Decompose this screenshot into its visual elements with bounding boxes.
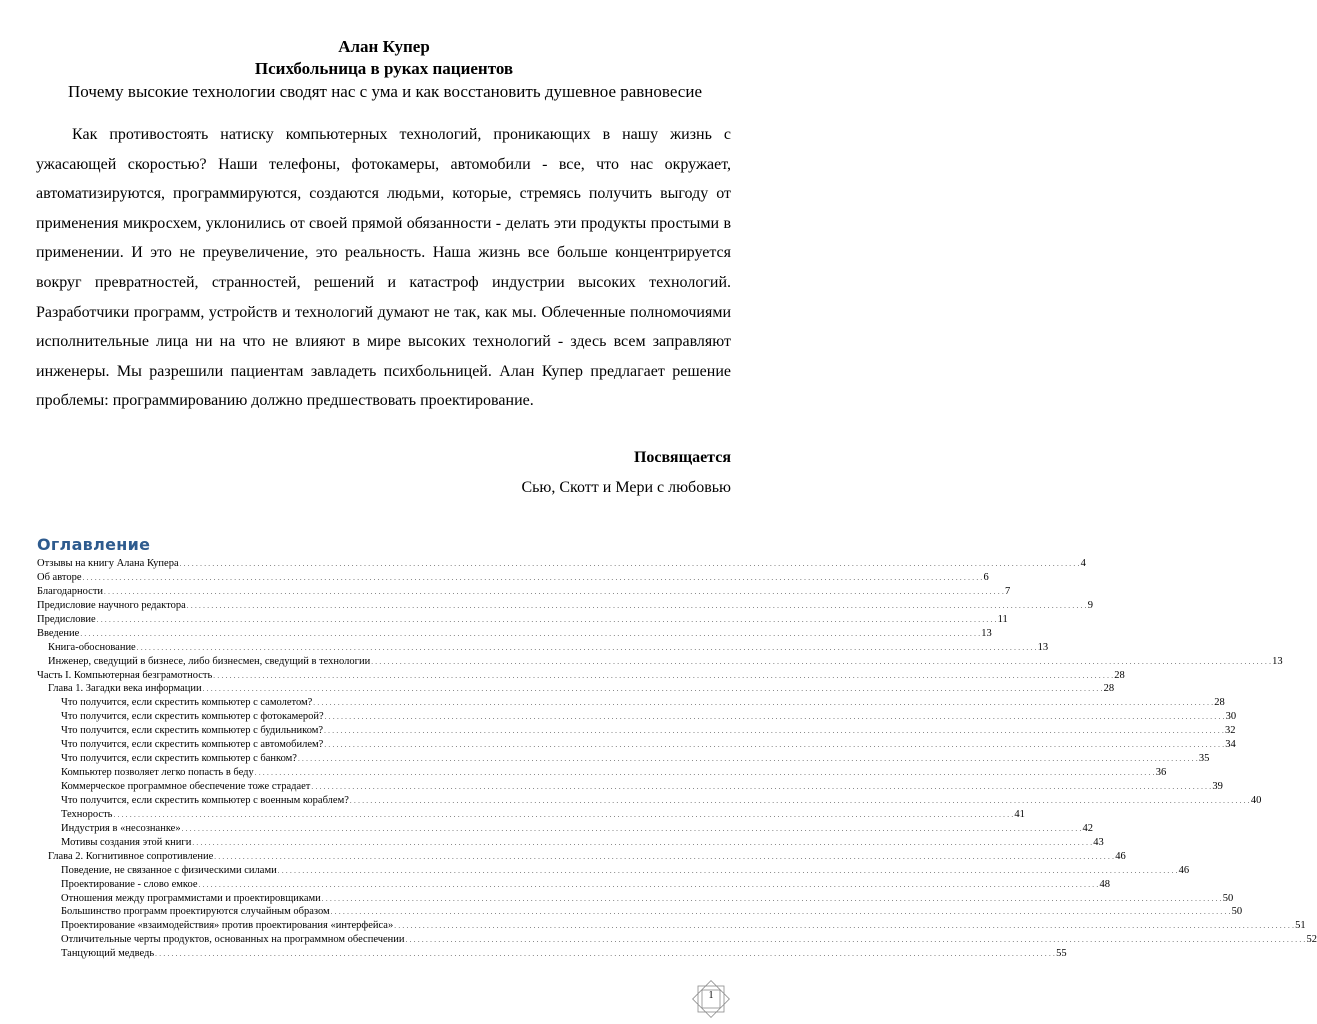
- toc-entry[interactable]: [37, 864, 1190, 878]
- toc-leader-dots: . . . . . . . . . . . . . . . . . . . . . . . . . . . . . . . . . . . . . . . . . . . . . . . . . . . . . . . . . . . . . . . . . . . . . . . . . . . . . . . . . . . . . . . . . . . . . . . . . . . . . . . . . . . . . . . . . . . . . . . . . . . . . . . . . . . . . . . . . . . . . . . . . . . . . . . . . . . . . . . . . . . . . . . . . . . . . . . . . . . . . . . . . . . . . . . . . . . . . . . . . . . . . . . . . . . . . . . . . . . .: [186, 601, 1087, 610]
- toc-entry[interactable]: [37, 892, 1234, 906]
- toc-leader-dots: . . . . . . . . . . . . . . . . . . . . . . . . . . . . . . . . . . . . . . . . . . . . . . . . . . . . . . . . . . . . . . . . . . . . . . . . . . . . . . . . . . . . . . . . . . . . . . . . . . . . . . . . . . . . . . . . . . . . . . . . . . . . . . . . . . . . . . . . . . . . . . . . . . . . . . . . . . . . . . . . . . . . . . . . . . . . . . . . . . . . . . . . . . . . . . . . . . . . . . . . . . . . . . . . . . . . . . . . . . . .: [113, 810, 1014, 819]
- toc-entry[interactable]: [37, 919, 1306, 933]
- toc-entry-title: Отзывы на книгу Алана Купера: [37, 558, 179, 569]
- toc-entry-page: 34: [1225, 739, 1236, 751]
- toc-entry-page: 50: [1231, 906, 1243, 918]
- toc-leader-dots: . . . . . . . . . . . . . . . . . . . . . . . . . . . . . . . . . . . . . . . . . . . . . . . . . . . . . . . . . . . . . . . . . . . . . . . . . . . . . . . . . . . . . . . . . . . . . . . . . . . . . . . . . . . . . . . . . . . . . . . . . . . . . . . . . . . . . . . . . . . . . . . . . . . . . . . . . . . . . . . . . . . . . . . . . . . . . . . . . . . . . . . . . . . . . . . . . . . . . . . . . . . . . . . . . . . . . . . . . . . .: [330, 908, 1231, 917]
- toc-entry-page: 41: [1014, 808, 1025, 820]
- toc-leader-dots: . . . . . . . . . . . . . . . . . . . . . . . . . . . . . . . . . . . . . . . . . . . . . . . . . . . . . . . . . . . . . . . . . . . . . . . . . . . . . . . . . . . . . . . . . . . . . . . . . . . . . . . . . . . . . . . . . . . . . . . . . . . . . . . . . . . . . . . . . . . . . . . . . . . . . . . . . . . . . . . . . . . . . . . . . . . . . . . . . . . . . . . . . . . . . . . . . . . . . . . . . . . . . . . . . . . . . . . . . . . .: [349, 796, 1250, 805]
- book-author: Алан Купер: [338, 37, 430, 56]
- toc-entry[interactable]: [37, 682, 1115, 696]
- toc-leader-dots: . . . . . . . . . . . . . . . . . . . . . . . . . . . . . . . . . . . . . . . . . . . . . . . . . . . . . . . . . . . . . . . . . . . . . . . . . . . . . . . . . . . . . . . . . . . . . . . . . . . . . . . . . . . . . . . . . . . . . . . . . . . . . . . . . . . . . . . . . . . . . . . . . . . . . . . . . . . . . . . . . . . . . . . . . . . . . . . . . . . . . . . . . . . . . . . . . . . . . . . . . . . . . . . . . . . . . . . . . . . .: [82, 573, 983, 582]
- toc-leader-dots: . . . . . . . . . . . . . . . . . . . . . . . . . . . . . . . . . . . . . . . . . . . . . . . . . . . . . . . . . . . . . . . . . . . . . . . . . . . . . . . . . . . . . . . . . . . . . . . . . . . . . . . . . . . . . . . . . . . . . . . . . . . . . . . . . . . . . . . . . . . . . . . . . . . . . . . . . . . . . . . . . . . . . . . . . . . . . . . . . . . . . . . . . . . . . . . . . . . . . . . . . . . . . . . . . . . . . . . . . . . .: [324, 713, 1225, 722]
- toc-entry-title: Что получится, если скрестить компьютер с будильником?: [61, 725, 324, 737]
- toc-leader-dots: . . . . . . . . . . . . . . . . . . . . . . . . . . . . . . . . . . . . . . . . . . . . . . . . . . . . . . . . . . . . . . . . . . . . . . . . . . . . . . . . . . . . . . . . . . . . . . . . . . . . . . . . . . . . . . . . . . . . . . . . . . . . . . . . . . . . . . . . . . . . . . . . . . . . . . . . . . . . . . . . . . . . . . . . . . . . . . . . . . . . . . . . . . . . . . . . . . . . . . . . . . . . . . . . . . . . . . . . . . . .: [277, 866, 1178, 875]
- toc-entry[interactable]: [37, 738, 1236, 752]
- toc-entry-title: Инженер, сведущий в бизнесе, либо бизнесмен, сведущий в технологии: [48, 655, 371, 667]
- toc-entry-page: 50: [1222, 892, 1234, 904]
- toc-entry-page: 13: [981, 627, 992, 639]
- toc-entry-page: 39: [1212, 781, 1223, 792]
- table-of-contents: [37, 557, 1317, 961]
- toc-leader-dots: . . . . . . . . . . . . . . . . . . . . . . . . . . . . . . . . . . . . . . . . . . . . . . . . . . . . . . . . . . . . . . . . . . . . . . . . . . . . . . . . . . . . . . . . . . . . . . . . . . . . . . . . . . . . . . . . . . . . . . . . . . . . . . . . . . . . . . . . . . . . . . . . . . . . . . . . . . . . . . . . . . . . . . . . . . . . . . . . . . . . . . . . . . . . . . . . . . . . . . . . . . . . . . . . . . . . . . . . . . . .: [214, 852, 1115, 861]
- toc-entry-title: Отношения между программистами и проектировщиками: [61, 892, 321, 904]
- toc-entry-page: 48: [1099, 878, 1110, 890]
- toc-leader-dots: . . . . . . . . . . . . . . . . . . . . . . . . . . . . . . . . . . . . . . . . . . . . . . . . . . . . . . . . . . . . . . . . . . . . . . . . . . . . . . . . . . . . . . . . . . . . . . . . . . . . . . . . . . . . . . . . . . . . . . . . . . . . . . . . . . . . . . . . . . . . . . . . . . . . . . . . . . . . . . . . . . . . . . . . . . . . . . . . . . . . . . . . . . . . . . . . . . . . . . . . . . . . . . . . . . . . . . . . . . . .: [324, 741, 1225, 750]
- toc-entry[interactable]: [37, 766, 1167, 780]
- toc-entry-page: 7: [1005, 585, 1011, 597]
- toc-entry[interactable]: [37, 947, 1067, 961]
- toc-leader-dots: . . . . . . . . . . . . . . . . . . . . . . . . . . . . . . . . . . . . . . . . . . . . . . . . . . . . . . . . . . . . . . . . . . . . . . . . . . . . . . . . . . . . . . . . . . . . . . . . . . . . . . . . . . . . . . . . . . . . . . . . . . . . . . . . . . . . . . . . . . . . . . . . . . . . . . . . . . . . . . . . . . . . . . . . . . . . . . . . . . . . . . . . . . . . . . . . . . . . . . . . . . . . . . . . . . . . . . . . . . . .: [324, 727, 1225, 736]
- toc-leader-dots: . . . . . . . . . . . . . . . . . . . . . . . . . . . . . . . . . . . . . . . . . . . . . . . . . . . . . . . . . . . . . . . . . . . . . . . . . . . . . . . . . . . . . . . . . . . . . . . . . . . . . . . . . . . . . . . . . . . . . . . . . . . . . . . . . . . . . . . . . . . . . . . . . . . . . . . . . . . . . . . . . . . . . . . . . . . . . . . . . . . . . . . . . . . . . . . . . . . . . . . . . . . . . . . . . . . . . . . . . . . .: [155, 950, 1056, 959]
- toc-entry-page: 13: [1272, 655, 1283, 667]
- toc-entry[interactable]: [37, 710, 1237, 724]
- toc-entry-title: Благодарности: [37, 585, 104, 597]
- toc-entry[interactable]: [37, 794, 1262, 808]
- toc-entry-title: Проектирование «взаимодействия» против проектирования «интерфейса»: [61, 920, 394, 932]
- toc-leader-dots: . . . . . . . . . . . . . . . . . . . . . . . . . . . . . . . . . . . . . . . . . . . . . . . . . . . . . . . . . . . . . . . . . . . . . . . . . . . . . . . . . . . . . . . . . . . . . . . . . . . . . . . . . . . . . . . . . . . . . . . . . . . . . . . . . . . . . . . . . . . . . . . . . . . . . . . . . . . . . . . . . . . . . . . . . . . . . . . . . . . . . . . . . . . . . . . . . . . . . . . . . . . . . . . . . . . . . . . . . . . .: [198, 880, 1099, 889]
- toc-leader-dots: . . . . . . . . . . . . . . . . . . . . . . . . . . . . . . . . . . . . . . . . . . . . . . . . . . . . . . . . . . . . . . . . . . . . . . . . . . . . . . . . . . . . . . . . . . . . . . . . . . . . . . . . . . . . . . . . . . . . . . . . . . . . . . . . . . . . . . . . . . . . . . . . . . . . . . . . . . . . . . . . . . . . . . . . . . . . . . . . . . . . . . . . . . . . . . . . . . . . . . . . . . . . . . . . . . . . . . . . . . . .: [96, 615, 997, 624]
- toc-entry-title: Глава 2. Когнитивное сопротивление: [48, 850, 214, 862]
- toc-entry[interactable]: [37, 641, 1049, 655]
- toc-entry[interactable]: [37, 696, 1225, 710]
- toc-entry-page: 4: [1080, 558, 1086, 569]
- toc-entry-title: Отличительные черты продуктов, основанных на программном обеспечении: [61, 934, 405, 946]
- book-subtitle: Почему высокие технологии сводят нас с ума и как восстановить душевное равновесие: [67, 82, 702, 101]
- toc-entry-page: 40: [1250, 794, 1262, 806]
- toc-entry-title: Введение: [37, 627, 80, 639]
- toc-entry-title: Что получится, если скрестить компьютер с военным кораблем?: [61, 794, 349, 806]
- toc-entry-title: Проектирование - слово емкое: [61, 878, 198, 890]
- toc-entry-page: 13: [1037, 641, 1049, 653]
- toc-entry-title: Большинство программ проектируются случайным образом: [61, 906, 330, 918]
- toc-entry-page: 32: [1225, 725, 1236, 737]
- toc-entry[interactable]: [37, 905, 1243, 919]
- toc-entry-title: Предисловие: [37, 613, 96, 625]
- toc-entry[interactable]: [37, 822, 1094, 836]
- toc-leader-dots: . . . . . . . . . . . . . . . . . . . . . . . . . . . . . . . . . . . . . . . . . . . . . . . . . . . . . . . . . . . . . . . . . . . . . . . . . . . . . . . . . . . . . . . . . . . . . . . . . . . . . . . . . . . . . . . . . . . . . . . . . . . . . . . . . . . . . . . . . . . . . . . . . . . . . . . . . . . . . . . . . . . . . . . . . . . . . . . . . . . . . . . . . . . . . . . . . . . . . . . . . . . . . . . . . . . . . . . . . . . .: [321, 894, 1222, 903]
- toc-entry[interactable]: [37, 933, 1317, 947]
- toc-entry-page: 46: [1178, 864, 1190, 876]
- toc-entry-title: Индустрия в «несознанке»: [61, 822, 181, 834]
- toc-entry-page: 9: [1087, 599, 1093, 611]
- toc-entry-page: 51: [1295, 920, 1306, 932]
- toc-entry[interactable]: [37, 557, 1086, 571]
- toc-entry-title: Что получится, если скрестить компьютер с самолетом?: [61, 697, 313, 709]
- toc-entry-page: 30: [1225, 711, 1237, 723]
- toc-entry-page: 28: [1114, 669, 1125, 681]
- toc-entry-title: Книга-обоснование: [48, 641, 136, 653]
- toc-entry-page: 6: [983, 571, 989, 583]
- toc-entry-title: Компьютер позволяет легко попасть в беду: [61, 767, 254, 779]
- book-title: Психбольница в руках пациентов: [254, 59, 514, 78]
- dedication-label: Посвящается: [633, 449, 731, 466]
- toc-entry[interactable]: [37, 808, 1025, 822]
- toc-entry-page: 43: [1093, 836, 1104, 848]
- toc-leader-dots: . . . . . . . . . . . . . . . . . . . . . . . . . . . . . . . . . . . . . . . . . . . . . . . . . . . . . . . . . . . . . . . . . . . . . . . . . . . . . . . . . . . . . . . . . . . . . . . . . . . . . . . . . . . . . . . . . . . . . . . . . . . . . . . . . . . . . . . . . . . . . . . . . . . . . . . . . . . . . . . . . . . . . . . . . . . . . . . . . . . . . . . . . . . . . . . . . . . . . . . . . . . . . . . . . . . . . . . . . . . .: [405, 936, 1306, 945]
- toc-entry[interactable]: [37, 878, 1110, 892]
- toc-entry-title: Об авторе: [37, 571, 82, 583]
- toc-heading: Оглавление: [37, 535, 151, 554]
- toc-entry-page: 46: [1115, 850, 1126, 862]
- toc-entry-page: 55: [1056, 948, 1067, 960]
- toc-entry-title: Танцующий медведь: [61, 948, 155, 960]
- toc-entry[interactable]: [37, 669, 1125, 683]
- toc-leader-dots: . . . . . . . . . . . . . . . . . . . . . . . . . . . . . . . . . . . . . . . . . . . . . . . . . . . . . . . . . . . . . . . . . . . . . . . . . . . . . . . . . . . . . . . . . . . . . . . . . . . . . . . . . . . . . . . . . . . . . . . . . . . . . . . . . . . . . . . . . . . . . . . . . . . . . . . . . . . . . . . . . . . . . . . . . . . . . . . . . . . . . . . . . . . . . . . . . . . . . . . . . . . . . . . . . . . . . . . . . . . .: [297, 755, 1198, 764]
- dedication-text: Сью, Скотт и Мери с любовью: [521, 479, 731, 496]
- toc-leader-dots: . . . . . . . . . . . . . . . . . . . . . . . . . . . . . . . . . . . . . . . . . . . . . . . . . . . . . . . . . . . . . . . . . . . . . . . . . . . . . . . . . . . . . . . . . . . . . . . . . . . . . . . . . . . . . . . . . . . . . . . . . . . . . . . . . . . . . . . . . . . . . . . . . . . . . . . . . . . . . . . . . . . . . . . . . . . . . . . . . . . . . . . . . . . . . . . . . . . . . . . . . . . . . . . . . . . . . . . . . . . .: [313, 699, 1214, 708]
- toc-leader-dots: . . . . . . . . . . . . . . . . . . . . . . . . . . . . . . . . . . . . . . . . . . . . . . . . . . . . . . . . . . . . . . . . . . . . . . . . . . . . . . . . . . . . . . . . . . . . . . . . . . . . . . . . . . . . . . . . . . . . . . . . . . . . . . . . . . . . . . . . . . . . . . . . . . . . . . . . . . . . . . . . . . . . . . . . . . . . . . . . . . . . . . . . . . . . . . . . . . . . . . . . . . . . . . . . . . . . . . . . . . . .: [136, 643, 1037, 652]
- toc-entry[interactable]: [37, 850, 1126, 864]
- toc-leader-dots: . . . . . . . . . . . . . . . . . . . . . . . . . . . . . . . . . . . . . . . . . . . . . . . . . . . . . . . . . . . . . . . . . . . . . . . . . . . . . . . . . . . . . . . . . . . . . . . . . . . . . . . . . . . . . . . . . . . . . . . . . . . . . . . . . . . . . . . . . . . . . . . . . . . . . . . . . . . . . . . . . . . . . . . . . . . . . . . . . . . . . . . . . . . . . . . . . . . . . . . . . . . . . . . . . . . . . . . . . . . .: [394, 922, 1295, 931]
- toc-entry-title: Что получится, если скрестить компьютер с банком?: [61, 753, 297, 765]
- book-abstract: Как противостоять натиску компьютерных технологий, проникающих в нашу жизнь с ужасающей скоростью? Наши телефоны, фотокамеры, автомобили - все, что нас окружает, автоматизируются, программируются, создаются людьми, которые, стремясь получить выгоду от применения микросхем, уклонились от своей прямой обязанности - делать эти продукты простыми в применении. И это не преувеличение, это реальность. Наша жизнь все больше концентрируется вокруг превратностей, странностей, решений и катастроф индустрии высоких технологий. Разработчики программ, устройств и технологий думают не так, как мы. Облеченные полномочиями исполнительные лица ни на что не влияют в мире высоких технологий - здесь всем заправляют инженеры. Мы разрешили пациентам завладеть психбольницей. Алан Купер предлагает решение проблемы: программированию должно предшествовать проектирование.: [36, 126, 731, 410]
- toc-entry-page: 28: [1214, 697, 1225, 709]
- toc-entry[interactable]: [37, 780, 1223, 794]
- toc-leader-dots: . . . . . . . . . . . . . . . . . . . . . . . . . . . . . . . . . . . . . . . . . . . . . . . . . . . . . . . . . . . . . . . . . . . . . . . . . . . . . . . . . . . . . . . . . . . . . . . . . . . . . . . . . . . . . . . . . . . . . . . . . . . . . . . . . . . . . . . . . . . . . . . . . . . . . . . . . . . . . . . . . . . . . . . . . . . . . . . . . . . . . . . . . . . . . . . . . . . . . . . . . . . . . . . . . . . . . . . . . . . .: [181, 824, 1082, 833]
- toc-entry[interactable]: [37, 613, 1008, 627]
- toc-entry-title: Мотивы создания этой книги: [61, 836, 192, 848]
- toc-leader-dots: . . . . . . . . . . . . . . . . . . . . . . . . . . . . . . . . . . . . . . . . . . . . . . . . . . . . . . . . . . . . . . . . . . . . . . . . . . . . . . . . . . . . . . . . . . . . . . . . . . . . . . . . . . . . . . . . . . . . . . . . . . . . . . . . . . . . . . . . . . . . . . . . . . . . . . . . . . . . . . . . . . . . . . . . . . . . . . . . . . . . . . . . . . . . . . . . . . . . . . . . . . . . . . . . . . . . . . . . . . . .: [104, 587, 1004, 596]
- toc-leader-dots: . . . . . . . . . . . . . . . . . . . . . . . . . . . . . . . . . . . . . . . . . . . . . . . . . . . . . . . . . . . . . . . . . . . . . . . . . . . . . . . . . . . . . . . . . . . . . . . . . . . . . . . . . . . . . . . . . . . . . . . . . . . . . . . . . . . . . . . . . . . . . . . . . . . . . . . . . . . . . . . . . . . . . . . . . . . . . . . . . . . . . . . . . . . . . . . . . . . . . . . . . . . . . . . . . . . . . . . . . . . .: [202, 685, 1103, 694]
- toc-entry[interactable]: [37, 836, 1104, 850]
- toc-leader-dots: . . . . . . . . . . . . . . . . . . . . . . . . . . . . . . . . . . . . . . . . . . . . . . . . . . . . . . . . . . . . . . . . . . . . . . . . . . . . . . . . . . . . . . . . . . . . . . . . . . . . . . . . . . . . . . . . . . . . . . . . . . . . . . . . . . . . . . . . . . . . . . . . . . . . . . . . . . . . . . . . . . . . . . . . . . . . . . . . . . . . . . . . . . . . . . . . . . . . . . . . . . . . . . . . . . . . . . . . . . . .: [192, 838, 1093, 847]
- toc-entry[interactable]: [37, 599, 1093, 613]
- toc-entry-page: 36: [1155, 767, 1167, 779]
- toc-entry[interactable]: [37, 724, 1236, 738]
- toc-entry-title: Поведение, не связанное с физическими силами: [61, 864, 277, 876]
- toc-entry-page: 28: [1103, 683, 1115, 695]
- toc-entry[interactable]: [37, 585, 1011, 599]
- toc-entry-page: 42: [1082, 822, 1094, 834]
- toc-leader-dots: . . . . . . . . . . . . . . . . . . . . . . . . . . . . . . . . . . . . . . . . . . . . . . . . . . . . . . . . . . . . . . . . . . . . . . . . . . . . . . . . . . . . . . . . . . . . . . . . . . . . . . . . . . . . . . . . . . . . . . . . . . . . . . . . . . . . . . . . . . . . . . . . . . . . . . . . . . . . . . . . . . . . . . . . . . . . . . . . . . . . . . . . . . . . . . . . . . . . . . . . . . . . . . . . . . . . . . . . . . . .: [179, 560, 1080, 568]
- toc-entry[interactable]: [37, 571, 989, 585]
- toc-entry[interactable]: [37, 752, 1210, 766]
- toc-entry[interactable]: [37, 655, 1283, 669]
- toc-entry-title: Технорость: [61, 808, 113, 820]
- toc-leader-dots: . . . . . . . . . . . . . . . . . . . . . . . . . . . . . . . . . . . . . . . . . . . . . . . . . . . . . . . . . . . . . . . . . . . . . . . . . . . . . . . . . . . . . . . . . . . . . . . . . . . . . . . . . . . . . . . . . . . . . . . . . . . . . . . . . . . . . . . . . . . . . . . . . . . . . . . . . . . . . . . . . . . . . . . . . . . . . . . . . . . . . . . . . . . . . . . . . . . . . . . . . . . . . . . . . . . . . . . . . . . .: [80, 629, 981, 638]
- toc-entry-page: 11: [997, 613, 1008, 625]
- toc-entry-page: 52: [1306, 934, 1317, 946]
- toc-entry-title: Что получится, если скрестить компьютер с фотокамерой?: [61, 711, 324, 723]
- toc-entry-title: Часть I. Компьютерная безграмотность: [37, 669, 213, 681]
- toc-entry-title: Что получится, если скрестить компьютер с автомобилем?: [61, 739, 324, 751]
- toc-leader-dots: . . . . . . . . . . . . . . . . . . . . . . . . . . . . . . . . . . . . . . . . . . . . . . . . . . . . . . . . . . . . . . . . . . . . . . . . . . . . . . . . . . . . . . . . . . . . . . . . . . . . . . . . . . . . . . . . . . . . . . . . . . . . . . . . . . . . . . . . . . . . . . . . . . . . . . . . . . . . . . . . . . . . . . . . . . . . . . . . . . . . . . . . . . . . . . . . . . . . . . . . . . . . . . . . . . . . . . . . . . . .: [213, 671, 1114, 680]
- toc-entry-title: Коммерческое программное обеспечение тоже страдает: [61, 781, 311, 792]
- toc-leader-dots: . . . . . . . . . . . . . . . . . . . . . . . . . . . . . . . . . . . . . . . . . . . . . . . . . . . . . . . . . . . . . . . . . . . . . . . . . . . . . . . . . . . . . . . . . . . . . . . . . . . . . . . . . . . . . . . . . . . . . . . . . . . . . . . . . . . . . . . . . . . . . . . . . . . . . . . . . . . . . . . . . . . . . . . . . . . . . . . . . . . . . . . . . . . . . . . . . . . . . . . . . . . . . . . . . . . . . . . . . . . .: [254, 769, 1155, 778]
- toc-entry-title: Глава 1. Загадки века информации: [48, 683, 202, 695]
- page-number: 1: [708, 990, 714, 1001]
- toc-leader-dots: . . . . . . . . . . . . . . . . . . . . . . . . . . . . . . . . . . . . . . . . . . . . . . . . . . . . . . . . . . . . . . . . . . . . . . . . . . . . . . . . . . . . . . . . . . . . . . . . . . . . . . . . . . . . . . . . . . . . . . . . . . . . . . . . . . . . . . . . . . . . . . . . . . . . . . . . . . . . . . . . . . . . . . . . . . . . . . . . . . . . . . . . . . . . . . . . . . . . . . . . . . . . . . . . . . . . . . . . . . . .: [371, 657, 1272, 666]
- toc-entry-page: 35: [1198, 753, 1210, 765]
- toc-entry-title: Предисловие научного редактора: [37, 599, 186, 611]
- toc-leader-dots: . . . . . . . . . . . . . . . . . . . . . . . . . . . . . . . . . . . . . . . . . . . . . . . . . . . . . . . . . . . . . . . . . . . . . . . . . . . . . . . . . . . . . . . . . . . . . . . . . . . . . . . . . . . . . . . . . . . . . . . . . . . . . . . . . . . . . . . . . . . . . . . . . . . . . . . . . . . . . . . . . . . . . . . . . . . . . . . . . . . . . . . . . . . . . . . . . . . . . . . . . . . . . . . . . . . . . . . . . . . .: [311, 783, 1212, 791]
- toc-entry[interactable]: [37, 627, 992, 641]
